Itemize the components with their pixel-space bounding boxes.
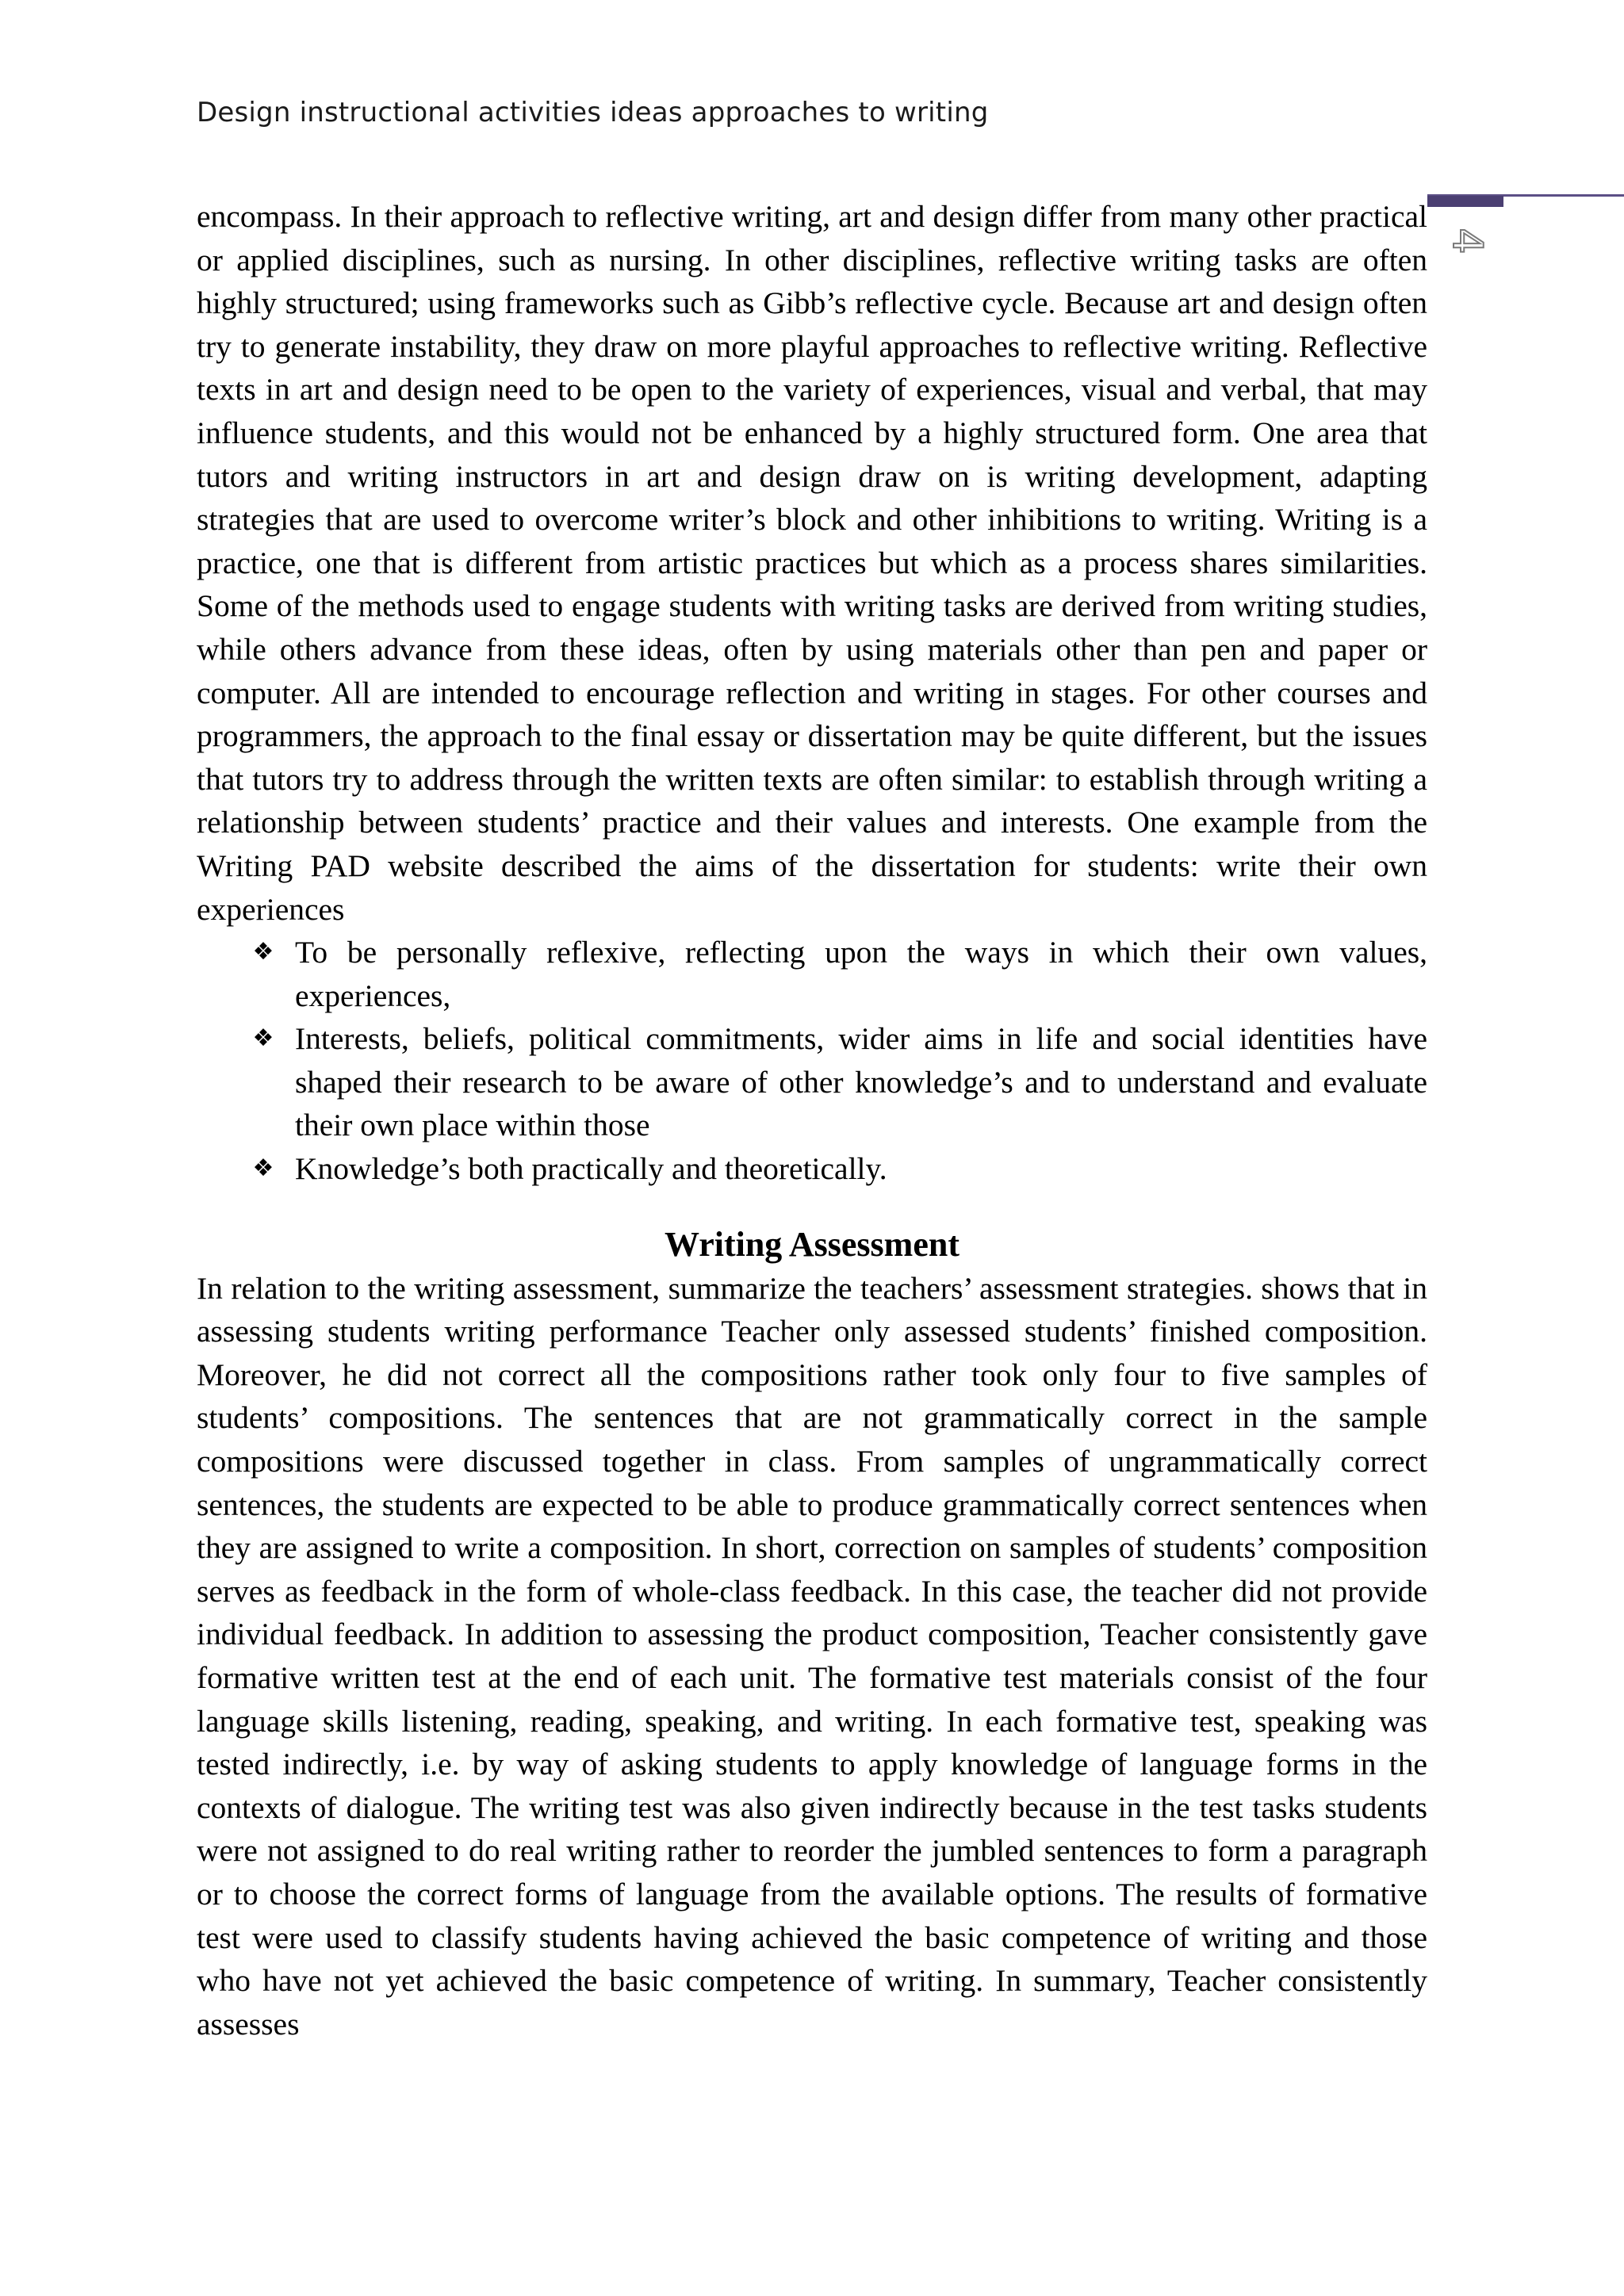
header-rule-accent <box>1427 196 1503 207</box>
diamond-bullet-icon: ❖ <box>252 938 274 966</box>
section-heading: Writing Assessment <box>665 1224 959 1264</box>
bullet-item <box>197 931 1427 1017</box>
bullet-item <box>197 1017 1427 1147</box>
document-body <box>197 195 1427 2045</box>
bullet-text: Knowledge’s both practically and theoretically. <box>295 1151 887 1187</box>
body-paragraph-assessment: In relation to the writing assessment, summarize the teachers’ assessment strategies. shows that in assessing students writing performance Teacher only assessed students’ finished composition. Moreover, he did not correct all the compositions rather took only four to five samples of students’ compositions. The sentences that are not grammatically correct in the sample compositions were discussed together in class. From samples of ungrammatically correct sentences, the students are expected to be able to produce grammatically correct sentences when they are assigned to write a composition. In short, correction on samples of students’ composition serves as feedback in the form of whole-class feedback. In this case, the teacher did not provide individual feedback. In addition to assessing the product composition, Teacher consistently gave formative written test at the end of each unit. The formative test materials consist of the four language skills listening, reading, speaking, and writing. In each formative test, speaking was tested indirectly, i.e. by way of asking students to apply knowledge of language forms in the contexts of dialogue. The writing test was also given indirectly because in the test tasks students were not assigned to do real writing rather to reorder the jumbled sentences to form a paragraph or to choose the correct forms of language from the available options. The results of formative test were used to classify students having achieved the basic competence of writing and those who have not yet achieved the basic competence of writing. In summary, Teacher consistently assesses <box>197 1270 1427 2042</box>
diamond-bullet-icon: ❖ <box>252 1154 274 1183</box>
bullet-item <box>197 1147 1427 1191</box>
bullet-text: Interests, beliefs, political commitments, wider aims in life and social identities have shaped their research to be aware of other knowledge’s and to understand and evaluate their own place within those <box>295 1021 1427 1143</box>
diamond-bullet-icon: ❖ <box>252 1024 274 1053</box>
bullet-text: To be personally reflexive, reflecting upon the ways in which their own values, experiences, <box>295 935 1427 1013</box>
page-number: 4 <box>1443 228 1491 254</box>
body-paragraph-intro: encompass. In their approach to reflective writing, art and design differ from many other practical or applied disciplines, such as nursing. In other disciplines, reflective writing tasks are often highly structured; using frameworks such as Gibb’s reflective cycle. Because art and design often try to generate instability, they draw on more playful approaches to reflective writing. Reflective texts in art and design need to be open to the variety of experiences, visual and verbal, that may influence students, and this would not be enhanced by a highly structured form. One area that tutors and writing instructors in art and design draw on is writing development, adapting strategies that are used to overcome writer’s block and other inhibitions to writing. Writing is a practice, one that is different from artistic practices but which as a process shares similarities. Some of the methods used to engage students with writing tasks are derived from writing studies, while others advance from these ideas, often by using materials other than pen and paper or computer. All are intended to encourage reflection and writing in stages. For other courses and programmers, the approach to the final essay or dissertation may be quite different, but the issues that tutors try to address through the written texts are often similar: to establish through writing a relationship between students’ practice and their values and interests. One example from the Writing PAD website described the aims of the dissertation for students: write their own experiences <box>197 199 1427 927</box>
aims-bullet-list <box>197 931 1427 1191</box>
running-header: Design instructional activities ideas approaches to writing <box>197 97 989 128</box>
